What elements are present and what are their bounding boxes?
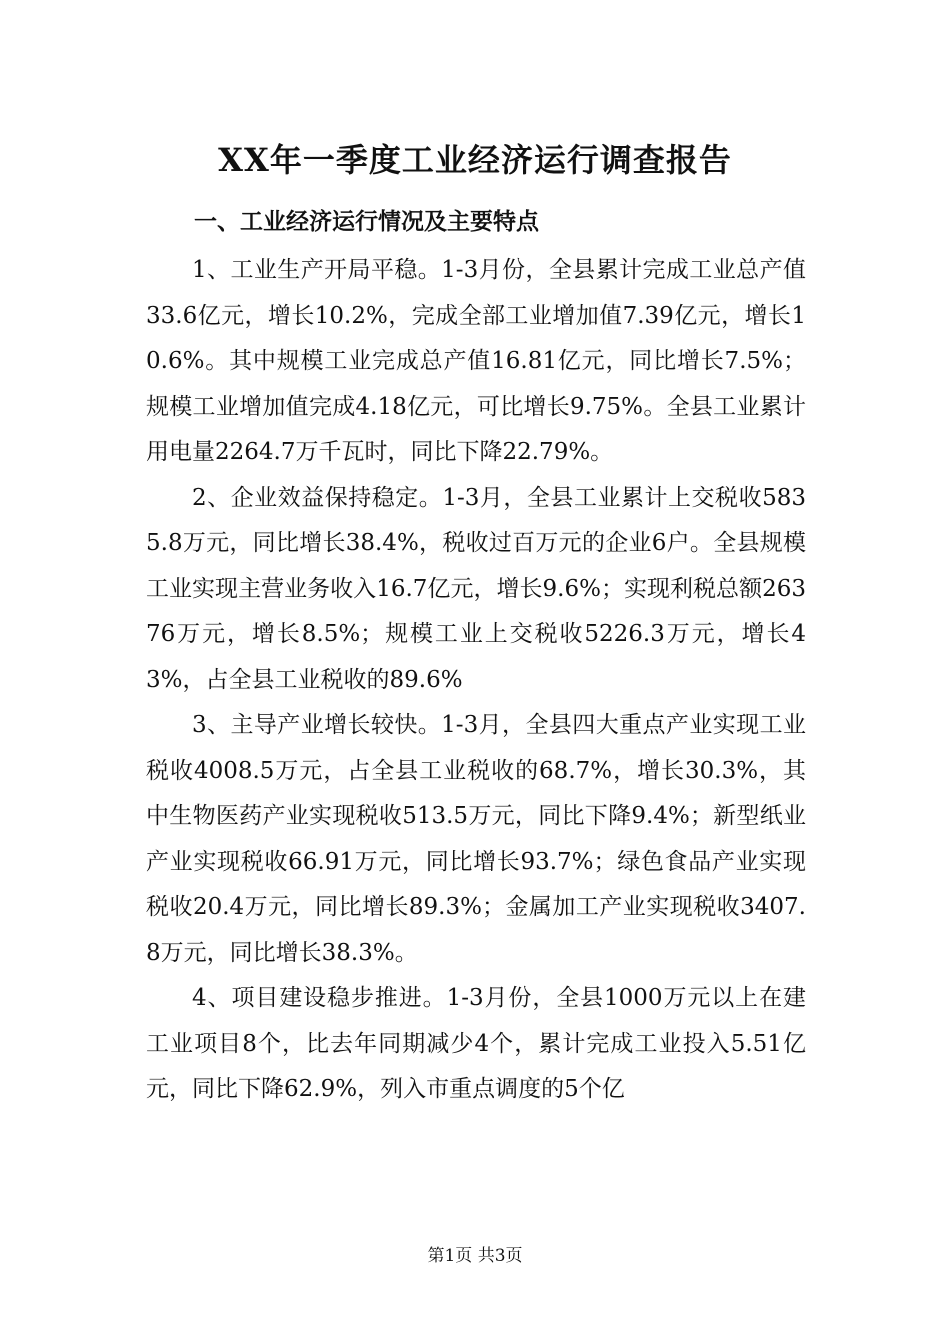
paragraph-enterprise-efficiency: 2、企业效益保持稳定。1-3月，全县工业累计上交税收5835.8万元，同比增长38.4%，税收过百万元的企业6户。全县规模工业实现主营业务收入16.7亿元，增长9.6%；实现利税总额26376万元，增长8.5%；规模工业上交税收5226.3万元，增长43%，占全县工业税收的89.6% <box>146 484 806 693</box>
page-footer: 第1页 共3页 <box>427 1246 523 1266</box>
paragraph-industrial-production: 1、工业生产开局平稳。1-3月份，全县累计完成工业总产值33.6亿元，增长10.2%，完成全部工业增加值7.39亿元，增长10.6%。其中规模工业完成总产值16.81亿元，同比增长7.5%；规模工业增加值完成4.18亿元，可比增长9.75%。全县工业累计用电量2264.7万千瓦时，同比下降22.79%。 <box>146 257 806 465</box>
paragraph-leading-industries: 3、主导产业增长较快。1-3月，全县四大重点产业实现工业税收4008.5万元，占全县工业税收的68.7%，增长30.3%，其中生物医药产业实现税收513.5万元，同比下降9.4%；新型纸业产业实现税收66.91万元，同比增长93.7%；绿色食品产业实现税收20.4万元，同比增长89.3%；金属加工产业实现税收3407.8万元，同比增长38.3%。 <box>146 712 806 966</box>
document-body <box>146 248 806 1113</box>
section-heading: 一、工业经济运行情况及主要特点 <box>194 209 539 235</box>
paragraph-project-construction: 4、项目建设稳步推进。1-3月份，全县1000万元以上在建工业项目8个，比去年同期减少4个，累计完成工业投入5.51亿元，同比下降62.9%，列入市重点调度的5个亿 <box>146 985 806 1102</box>
document-title: XX年一季度工业经济运行调查报告 <box>218 141 732 179</box>
